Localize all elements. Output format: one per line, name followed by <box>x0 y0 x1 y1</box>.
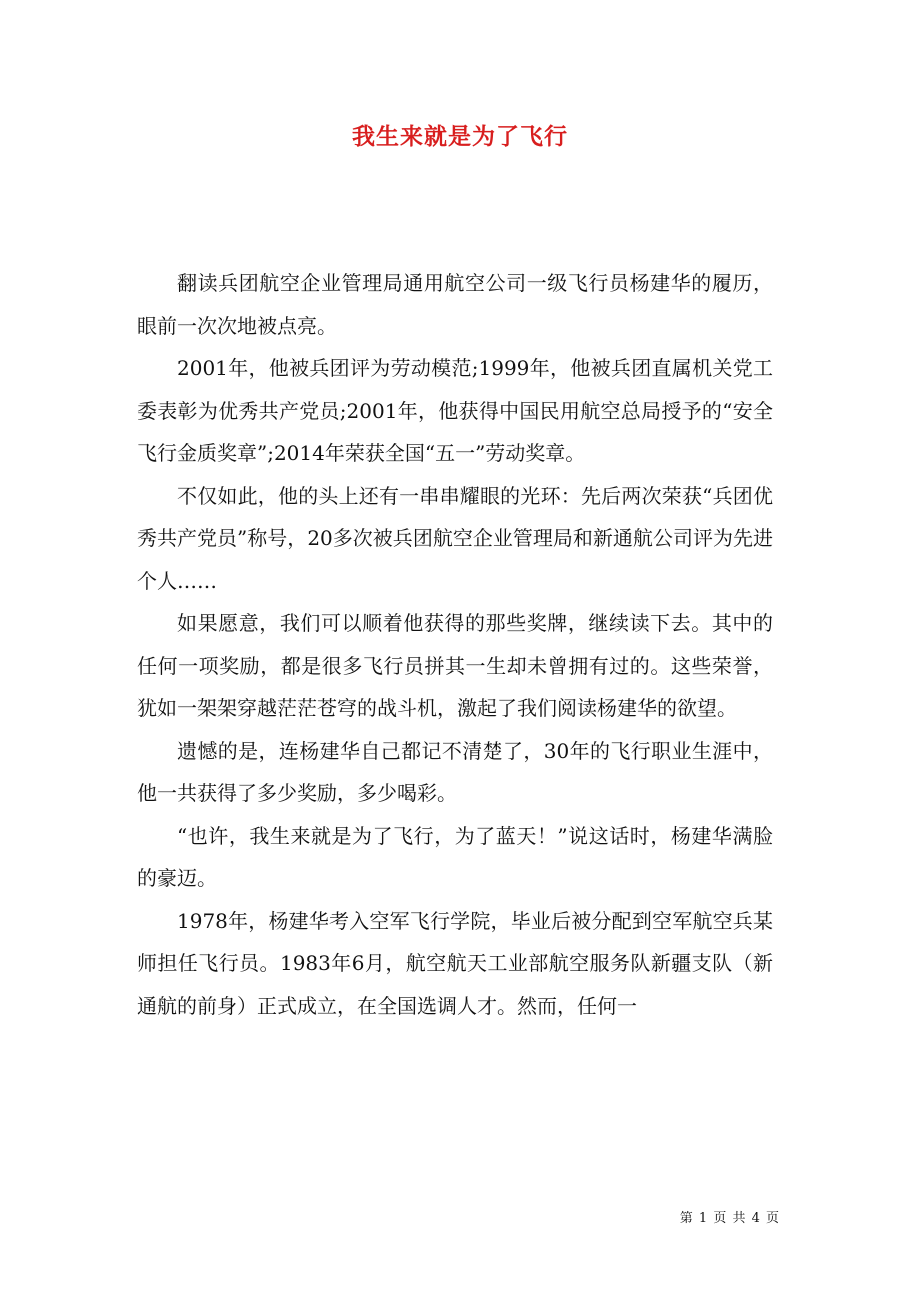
paragraph-1: 翻读兵团航空企业管理局通用航空公司一级飞行员杨建华的履历，眼前一次次地被点亮。 <box>137 271 773 338</box>
document-title: 我生来就是为了飞行 <box>352 123 568 150</box>
paragraph-4: 如果愿意，我们可以顺着他获得的那些奖牌，继续读下去。其中的任何一项奖励，都是很多飞行员拼其一生却未曾拥有过的。这些荣誉，犹如一架架穿越茫茫苍穹的战斗机，激起了我们阅读杨建华的欲望。 <box>137 611 773 720</box>
paragraph-3: 不仅如此，他的头上还有一串串耀眼的光环：先后两次荣获“兵团优秀共产党员”称号，20多次被兵团航空企业管理局和新通航公司评为先进个人…… <box>137 483 773 593</box>
paragraph-7: 1978年，杨建华考入空军飞行学院，毕业后被分配到空军航空兵某师担任飞行员。1983年6月，航空航天工业部航空服务队新疆支队（新通航的前身）正式成立，在全国选调人才。然而，任何一 <box>137 908 773 1018</box>
paragraph-2: 2001年，他被兵团评为劳动模范;1999年，他被兵团直属机关党工委表彰为优秀共产党员;2001年，他获得中国民用航空总局授予的“安全飞行金质奖章”;2014年荣获全国“五一”劳动奖章。 <box>137 356 773 465</box>
document-body <box>137 262 773 1027</box>
page-number-footer: 第 1 页 共 4 页 <box>679 1211 780 1226</box>
paragraph-5: 遗憾的是，连杨建华自己都记不清楚了，30年的飞行职业生涯中，他一共获得了多少奖励，多少喝彩。 <box>137 738 773 805</box>
paragraph-6: “也许，我生来就是为了飞行，为了蓝天！”说这话时，杨建华满脸的豪迈。 <box>137 823 773 890</box>
